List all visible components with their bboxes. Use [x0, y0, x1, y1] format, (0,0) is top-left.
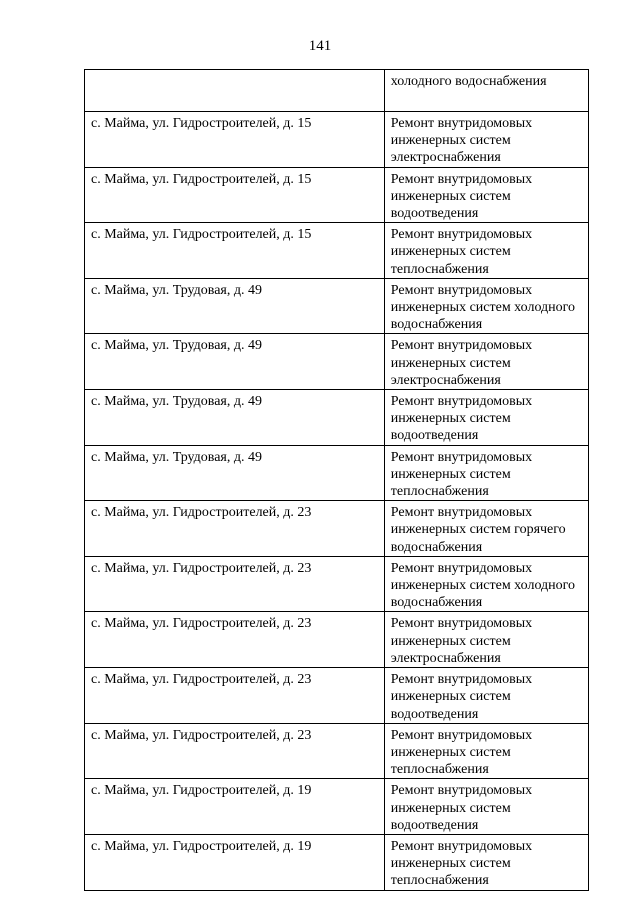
work-cell: Ремонт внутридомовых инженерных систем теплоснабжения	[384, 723, 588, 779]
table-row	[85, 723, 589, 779]
address-cell: с. Майма, ул. Гидростроителей, д. 23	[85, 723, 385, 779]
table-row	[85, 167, 589, 223]
works-table	[84, 69, 589, 891]
address-cell: с. Майма, ул. Гидростроителей, д. 23	[85, 668, 385, 724]
work-cell: холодного водоснабжения	[384, 70, 588, 112]
table-row	[85, 112, 589, 168]
work-cell: Ремонт внутридомовых инженерных систем электроснабжения	[384, 112, 588, 168]
table-row	[85, 612, 589, 668]
address-cell	[85, 70, 385, 112]
address-cell: с. Майма, ул. Гидростроителей, д. 15	[85, 112, 385, 168]
table-row	[85, 223, 589, 279]
table-row	[85, 556, 589, 612]
address-cell: с. Майма, ул. Трудовая, д. 49	[85, 278, 385, 334]
table-row	[85, 501, 589, 557]
table-row	[85, 668, 589, 724]
work-cell: Ремонт внутридомовых инженерных систем водоотведения	[384, 668, 588, 724]
table-row	[85, 834, 589, 890]
work-cell: Ремонт внутридомовых инженерных систем горячего водоснабжения	[384, 501, 588, 557]
address-cell: с. Майма, ул. Гидростроителей, д. 23	[85, 556, 385, 612]
work-cell: Ремонт внутридомовых инженерных систем холодного водоснабжения	[384, 278, 588, 334]
work-cell: Ремонт внутридомовых инженерных систем теплоснабжения	[384, 834, 588, 890]
address-cell: с. Майма, ул. Гидростроителей, д. 19	[85, 779, 385, 835]
work-cell: Ремонт внутридомовых инженерных систем электроснабжения	[384, 612, 588, 668]
address-cell: с. Майма, ул. Гидростроителей, д. 23	[85, 501, 385, 557]
address-cell: с. Майма, ул. Трудовая, д. 49	[85, 445, 385, 501]
page-number: 141	[308, 38, 332, 54]
table-row	[85, 70, 589, 112]
work-cell: Ремонт внутридомовых инженерных систем электроснабжения	[384, 334, 588, 390]
work-cell: Ремонт внутридомовых инженерных систем теплоснабжения	[384, 223, 588, 279]
work-cell: Ремонт внутридомовых инженерных систем водоотведения	[384, 390, 588, 446]
address-cell: с. Майма, ул. Гидростроителей, д. 19	[85, 834, 385, 890]
work-cell: Ремонт внутридомовых инженерных систем водоотведения	[384, 779, 588, 835]
address-cell: с. Майма, ул. Трудовая, д. 49	[85, 390, 385, 446]
work-cell: Ремонт внутридомовых инженерных систем холодного водоснабжения	[384, 556, 588, 612]
address-cell: с. Майма, ул. Гидростроителей, д. 15	[85, 223, 385, 279]
address-cell: с. Майма, ул. Гидростроителей, д. 15	[85, 167, 385, 223]
table-row	[85, 779, 589, 835]
work-cell: Ремонт внутридомовых инженерных систем водоотведения	[384, 167, 588, 223]
address-cell: с. Майма, ул. Гидростроителей, д. 23	[85, 612, 385, 668]
table-row	[85, 278, 589, 334]
table-row	[85, 445, 589, 501]
table-row	[85, 334, 589, 390]
address-cell: с. Майма, ул. Трудовая, д. 49	[85, 334, 385, 390]
table-row	[85, 390, 589, 446]
work-cell: Ремонт внутридомовых инженерных систем теплоснабжения	[384, 445, 588, 501]
